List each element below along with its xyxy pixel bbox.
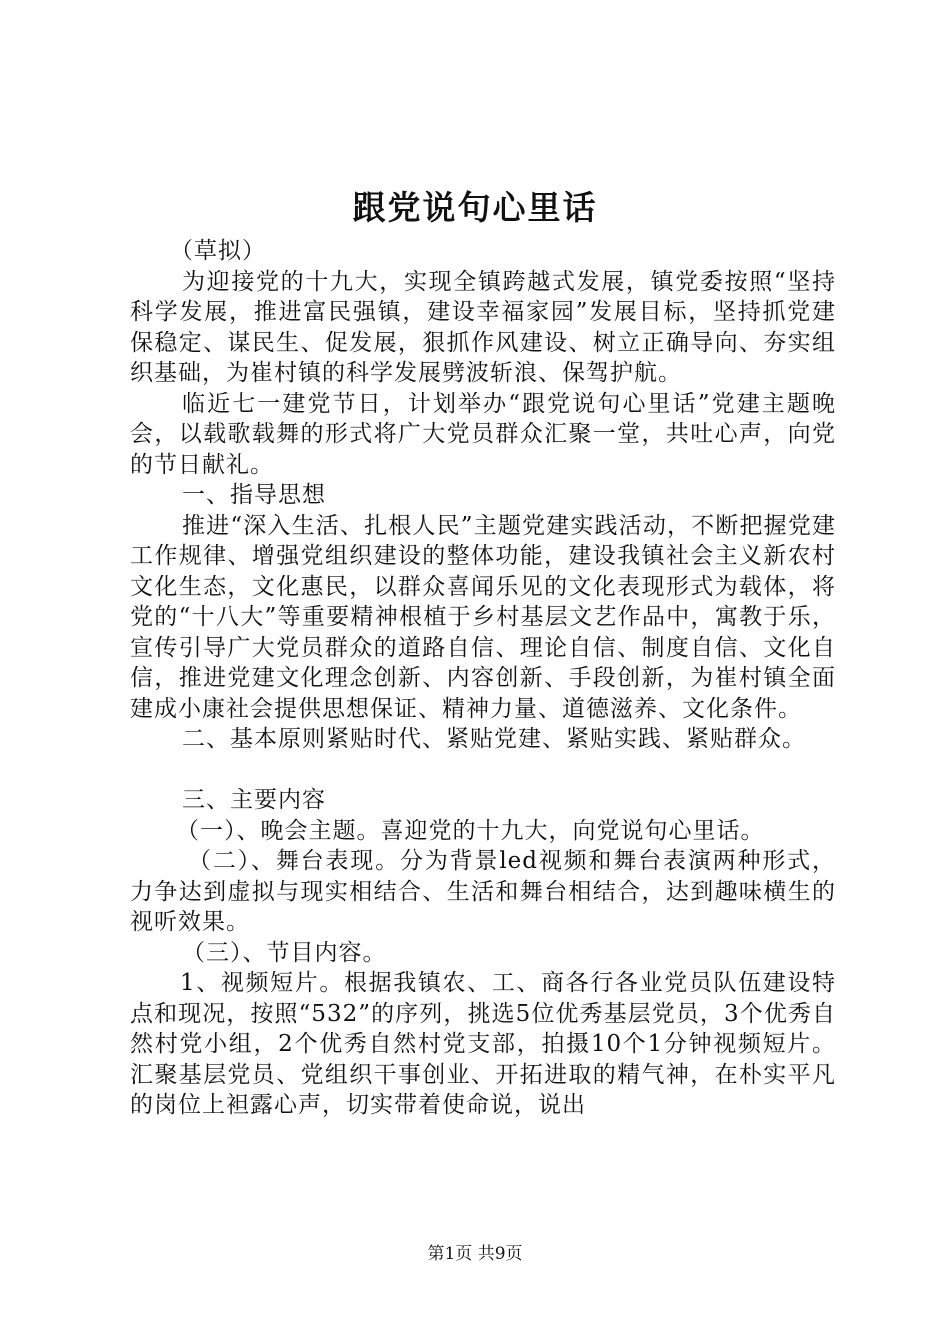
blank-line	[130, 755, 836, 786]
document-title: 跟党说句心里话	[352, 188, 598, 227]
subsection-program: （三）、节目内容。	[182, 939, 387, 966]
document-body	[130, 236, 836, 1121]
paragraph-guiding-thought: 推进“深入生活、扎根人民”主题党建实践活动，不断把握党建工作规律、增强党组织建设的整体功能，建设我镇社会主义新农村文化生态，文化惠民，以群众喜闻乐见的文化表现形式为载体，将党的“十八大”等重要精神根植于乡村基层文艺作品中，寓教于乐，宣传引导广大党员群众的道路自信、理论自信、制度自信、文化自信，推进党建文化理念创新、内容创新、手段创新，为崔村镇全面建成小康社会提供思想保证、精神力量、道德滋养、文化条件。	[130, 512, 836, 722]
page-footer: 第1页 共9页	[427, 1244, 523, 1264]
section-heading-main-content: 三、主要内容	[182, 787, 326, 813]
subsection-theme: （一）、晚会主题。喜迎党的十九大，向党说句心里话。	[176, 817, 765, 844]
draft-note: （草拟）	[170, 238, 266, 264]
section-heading-basic-principles: 二、基本原则紧贴时代、紧贴党建、紧贴实践、紧贴群众。	[182, 726, 806, 752]
paragraph-video-shorts: 1、视频短片。根据我镇农、工、商各行各业党员队伍建设特点和现况，按照“532”的序列，挑选5位优秀基层党员，3个优秀自然村党小组，2个优秀自然村党支部，拍摄10个1分钟视频短片。汇聚基层党员、党组织干事创业、开拓进取的精气神，在朴实平凡的岗位上袒露心声，切实带着使命说，说出	[130, 970, 836, 1118]
subsection-stage: （二）、舞台表现。分为背景led视频和舞台表演两种形式，力争达到虚拟与现实相结合、生活和舞台相结合，达到趣味横生的视听效果。	[130, 848, 836, 935]
paragraph-event-plan: 临近七一建党节日，计划举办“跟党说句心里话”党建主题晚会，以载歌载舞的形式将广大党员群众汇聚一堂，共吐心声，向党的节日献礼。	[130, 390, 836, 478]
paragraph-intro: 为迎接党的十九大，实现全镇跨越式发展，镇党委按照“坚持科学发展，推进富民强镇，建设幸福家园”发展目标，坚持抓党建保稳定、谋民生、促发展，狠抓作风建设、树立正确导向、夯实组织基础，为崔村镇的科学发展劈波斩浪、保驾护航。	[130, 268, 836, 386]
section-heading-guiding-thought: 一、指导思想	[182, 482, 326, 508]
